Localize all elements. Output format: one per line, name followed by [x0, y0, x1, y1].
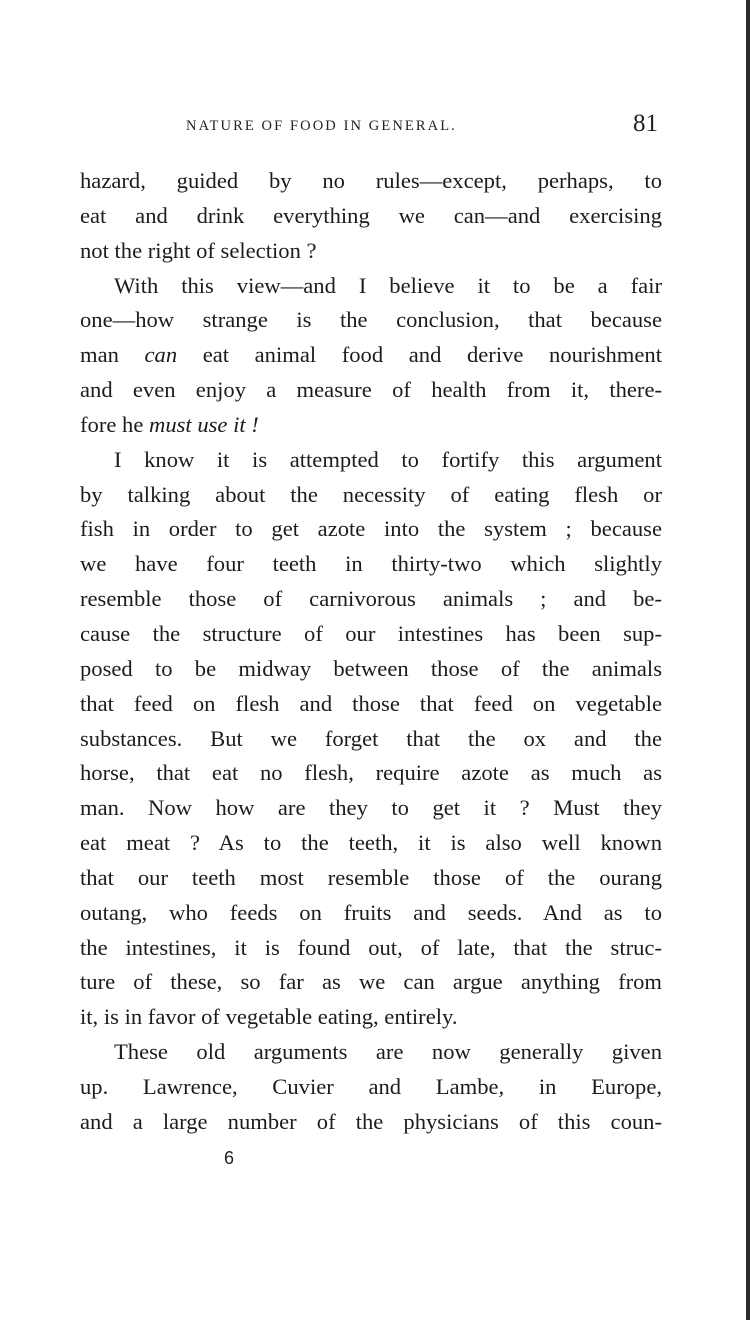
text-segment: eat meat ? As to the teeth, it is also well known [80, 830, 662, 856]
text-segment: eat and drink everything we can—and exercising [80, 202, 662, 228]
page-number: 81 [633, 110, 658, 137]
text-line [80, 547, 662, 582]
text-line [80, 652, 662, 687]
text-segment: that feed on flesh and those that feed on vegetable [80, 690, 662, 716]
text-segment: fish in order to get azote into the system ; because [80, 516, 662, 542]
text-segment: eat animal food and derive nourishment [177, 342, 662, 368]
italic-text: can [144, 342, 178, 368]
text-segment: outang, who feeds on fruits and seeds. And as to [80, 899, 662, 925]
text-line [80, 861, 662, 896]
text-line [80, 234, 662, 269]
text-segment: man. Now how are they to get it ? Must they [80, 795, 662, 821]
text-line [80, 408, 662, 443]
text-line [80, 1035, 662, 1070]
text-segment: and a large number of the physicians of this coun- [80, 1108, 662, 1134]
text-segment: horse, that eat no flesh, require azote as much as [80, 760, 662, 786]
text-segment: we have four teeth in thirty-two which slightly [80, 551, 662, 577]
text-segment: and even enjoy a measure of health from it, there- [80, 377, 662, 403]
text-segment: resemble those of carnivorous animals ; and be- [80, 586, 662, 612]
text-segment: These old arguments are now generally given [114, 1039, 662, 1065]
body-text [80, 164, 662, 1140]
text-line [80, 965, 662, 1000]
text-line [80, 1000, 662, 1035]
text-segment: the intestines, it is found out, of late, that the struc- [80, 934, 662, 960]
text-segment: ture of these, so far as we can argue anything from [80, 969, 662, 995]
text-segment: With this view—and I believe it to be a fair [114, 272, 662, 298]
text-line [80, 756, 662, 791]
text-segment: substances. But we forget that the ox and the [80, 725, 662, 751]
text-line [80, 582, 662, 617]
text-segment: it, is in favor of vegetable eating, entirely. [80, 1004, 458, 1030]
text-line [80, 338, 662, 373]
text-line [80, 722, 662, 757]
text-line [80, 303, 662, 338]
text-line [80, 826, 662, 861]
text-line [80, 199, 662, 234]
text-line [80, 931, 662, 966]
text-segment: posed to be midway between those of the animals [80, 655, 662, 681]
text-segment: one—how strange is the conclusion, that because [80, 307, 662, 333]
text-segment: cause the structure of our intestines has been sup- [80, 620, 662, 646]
text-segment: man [80, 342, 145, 368]
text-line [80, 1105, 662, 1140]
text-segment: not the right of selection ? [80, 237, 317, 263]
text-line [80, 512, 662, 547]
text-line [80, 791, 662, 826]
text-line [80, 269, 662, 304]
text-line [80, 164, 662, 199]
text-segment: up. Lawrence, Cuvier and Lambe, in Europe, [80, 1073, 662, 1099]
text-line [80, 1070, 662, 1105]
text-line [80, 478, 662, 513]
running-head: NATURE OF FOOD IN GENERAL. [186, 118, 457, 134]
text-segment: I know it is attempted to fortify this argument [114, 446, 662, 472]
text-segment: that our teeth most resemble those of the ourang [80, 864, 662, 890]
text-line [80, 617, 662, 652]
text-segment: fore he [80, 411, 149, 437]
page-header [186, 110, 658, 144]
text-line [80, 373, 662, 408]
text-segment: by talking about the necessity of eating flesh or [80, 481, 662, 507]
page-edge-border [746, 0, 750, 1320]
text-line [80, 687, 662, 722]
text-line [80, 896, 662, 931]
italic-text: must use it ! [149, 411, 259, 437]
text-line [80, 443, 662, 478]
text-segment: hazard, guided by no rules—except, perhaps, to [80, 168, 662, 193]
signature-mark: 6 [224, 1148, 235, 1168]
